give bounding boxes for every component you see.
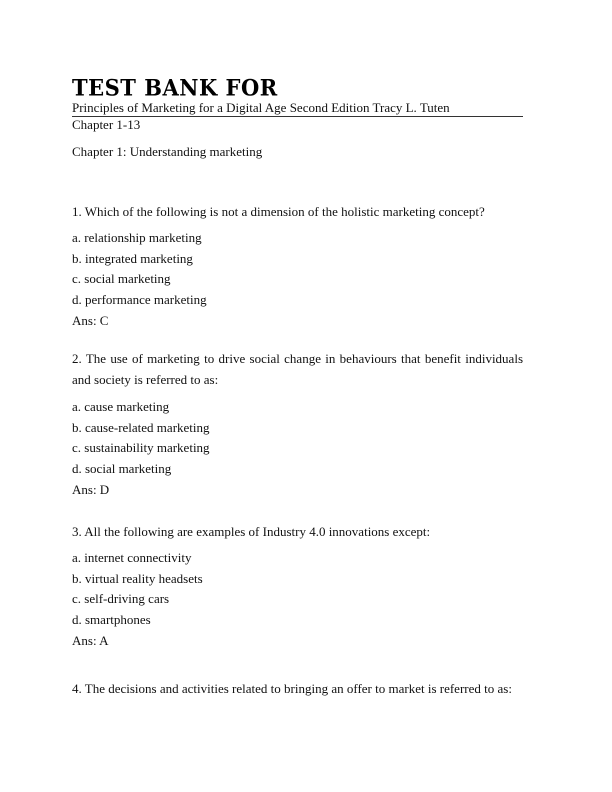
option-a: a. internet connectivity xyxy=(72,550,192,565)
answer: Ans: A xyxy=(72,632,109,648)
option-c: c. social marketing xyxy=(72,271,171,287)
option-d: d. performance marketing xyxy=(72,292,207,308)
document-title: TEST BANK FOR xyxy=(72,74,278,101)
option-b: b. integrated marketing xyxy=(72,250,193,266)
option-c: c. self-driving cars xyxy=(72,591,170,607)
option-a: a. relationship marketing xyxy=(72,230,202,245)
option-d: d. social marketing xyxy=(72,461,172,477)
question-2 xyxy=(72,348,523,501)
option-b: b. virtual reality headsets xyxy=(72,570,203,586)
option-c: c. sustainability marketing xyxy=(72,440,210,456)
chapter-range: Chapter 1-13 xyxy=(72,117,141,132)
question-4 xyxy=(72,678,523,699)
option-b: b. cause-related marketing xyxy=(72,419,210,435)
question-stem: 4. The decisions and activities related to bringing an offer to market is referred to as: xyxy=(72,681,512,696)
question-stem: 3. All the following are examples of Industry 4.0 innovations except: xyxy=(72,524,431,539)
question-stem: 2. The use of marketing to drive social change in behaviours that benefit individuals and society is referred to as: xyxy=(72,351,523,387)
document-subtitle: Principles of Marketing for a Digital Age Second Edition Tracy L. Tuten xyxy=(72,100,450,115)
question-3 xyxy=(72,521,523,652)
chapter-heading: Chapter 1: Understanding marketing xyxy=(72,144,263,159)
answer: Ans: D xyxy=(72,481,110,497)
answer: Ans: C xyxy=(72,312,109,328)
option-a: a. cause marketing xyxy=(72,399,170,414)
option-d: d. smartphones xyxy=(72,612,151,628)
question-1 xyxy=(72,201,523,332)
question-stem: 1. Which of the following is not a dimension of the holistic marketing concept? xyxy=(72,204,485,219)
